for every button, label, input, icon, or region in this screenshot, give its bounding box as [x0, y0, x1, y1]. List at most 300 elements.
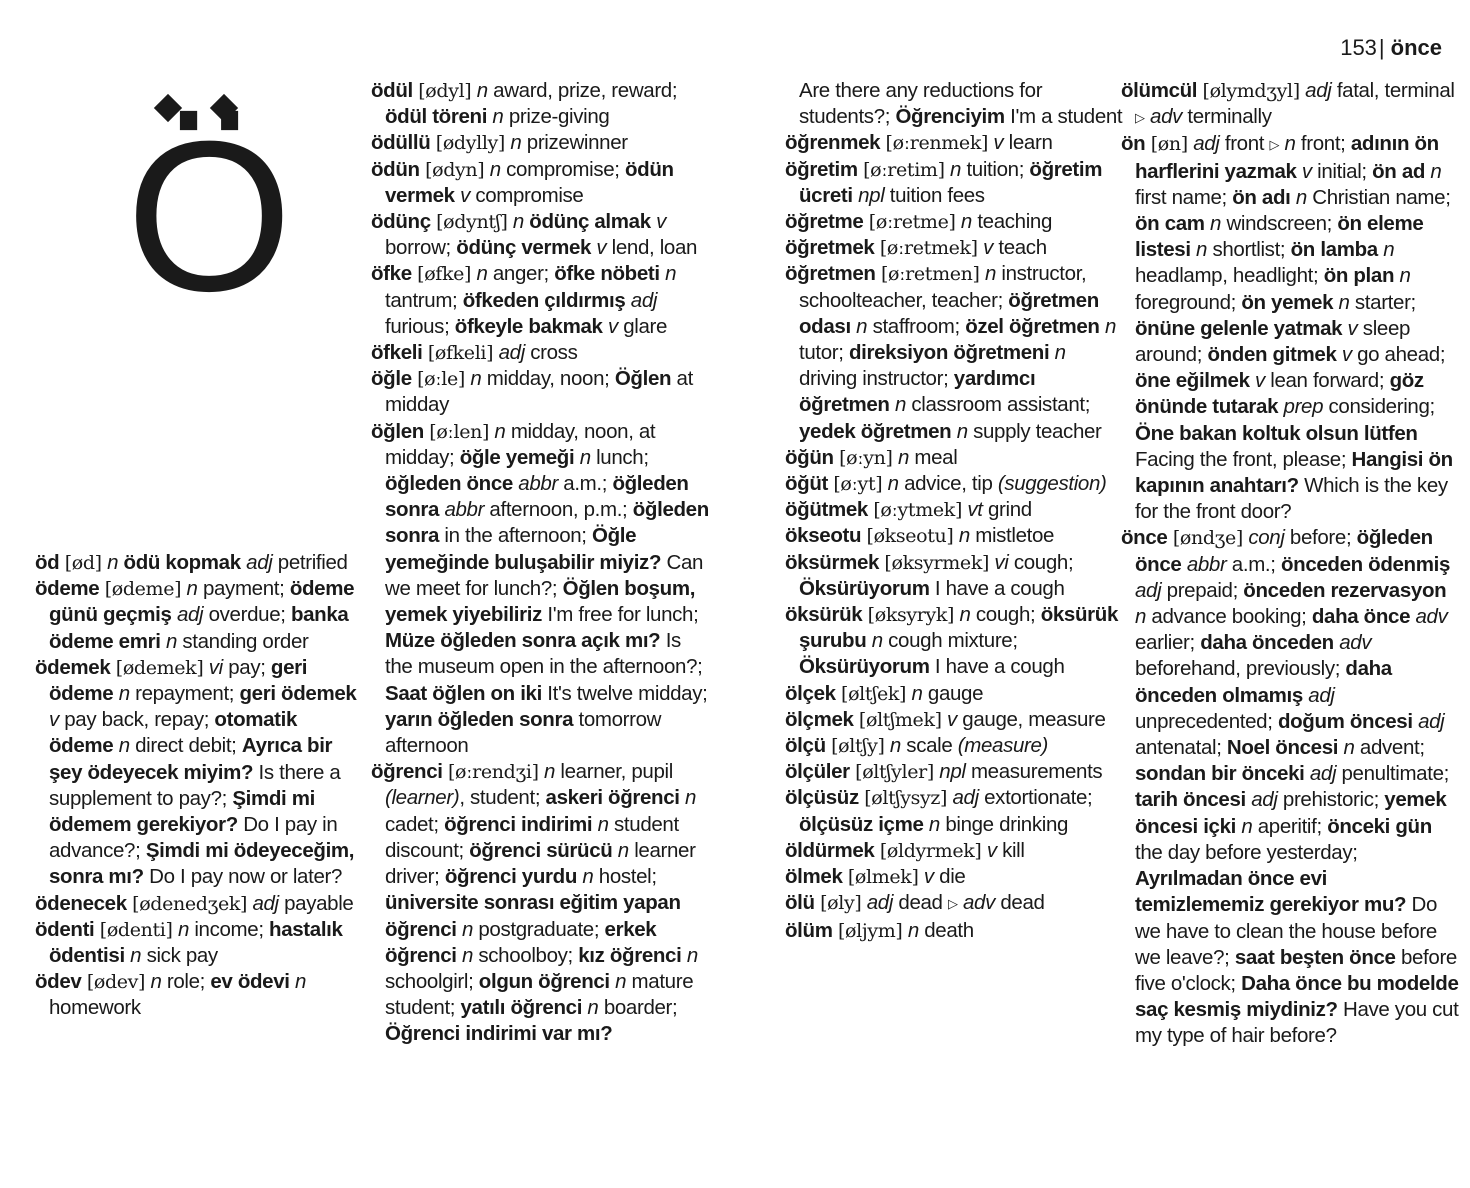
grammar-label: abbr: [444, 498, 485, 522]
pronunciation: [øltʃek]: [841, 682, 907, 705]
dictionary-entry: [785, 550, 1125, 602]
grammar-label: adj: [866, 891, 894, 915]
pronunciation: [øljym]: [837, 919, 903, 942]
grammar-label: n: [489, 157, 501, 181]
headword: öfke: [371, 262, 412, 286]
text: dead: [995, 891, 1045, 915]
dictionary-entry: [371, 759, 711, 1047]
dictionary-entry: [785, 681, 1125, 707]
grammar-label: adj: [952, 786, 979, 810]
grammar-label: (learner): [385, 786, 460, 810]
headword: öğretmek: [785, 236, 875, 260]
grammar-label: n: [494, 419, 506, 443]
headword: ödünç: [371, 210, 431, 234]
headword: ödemek: [35, 655, 111, 679]
headword: Öne bakan koltuk olsun lütfen: [1135, 421, 1418, 445]
headword: önüne gelenle yatmak: [1135, 316, 1343, 340]
headword: otomatik ödeme: [49, 708, 298, 758]
headword: öğün: [785, 445, 834, 469]
grammar-label: n: [894, 393, 907, 417]
text: grind: [982, 498, 1032, 522]
headword: öğle yemeği: [459, 445, 575, 469]
headword: ölçüler: [785, 760, 850, 784]
grammar-label: n: [476, 262, 488, 286]
text: boarder;: [598, 996, 678, 1020]
text: learner, pupil: [555, 760, 673, 784]
text: death: [918, 918, 974, 942]
headword: öfkeyle bakmak: [454, 314, 603, 338]
dictionary-entry: [35, 576, 360, 655]
text: earlier;: [1135, 631, 1201, 655]
text: Do I pay in advance?;: [49, 813, 338, 863]
text: schoolgirl;: [385, 969, 479, 993]
text: foreground;: [1135, 290, 1242, 314]
pronunciation: [øːle]: [417, 368, 465, 391]
headword: öfke nöbeti: [554, 262, 660, 286]
headword: ödün vermek: [385, 157, 674, 207]
text: midday, noon;: [481, 367, 615, 391]
pronunciation: [ødemek]: [115, 656, 204, 679]
pronunciation: [ødenedʒek]: [132, 892, 248, 915]
grammar-label: n: [492, 105, 504, 129]
text: supply teacher: [967, 419, 1102, 443]
grammar-label: n: [177, 917, 189, 941]
text: lend, loan: [606, 236, 698, 260]
headword: öksürmek: [785, 550, 880, 574]
text: prize-giving: [503, 105, 610, 129]
text: afternoon, p.m.;: [484, 498, 633, 522]
headword: öğrenci sürücü: [469, 838, 613, 862]
grammar-label: adv: [1339, 631, 1372, 655]
grammar-label: n: [686, 943, 698, 967]
headword: öksürük şurubu: [799, 603, 1119, 653]
headword: ön yemek: [1241, 290, 1334, 314]
grammar-label: n: [1383, 238, 1395, 262]
headword: Hangisi ön kapının anahtarı?: [1135, 447, 1453, 498]
pronunciation: [ødev]: [86, 971, 146, 994]
text: prepaid;: [1161, 578, 1244, 602]
text: antenatal;: [1135, 736, 1227, 760]
grammar-label: n: [897, 445, 910, 469]
headword: ödenti: [35, 917, 95, 941]
headword: ölçü: [785, 734, 826, 758]
text: pay;: [222, 655, 271, 679]
text: scale: [900, 734, 958, 758]
dictionary-entry: [785, 78, 1125, 130]
pronunciation: [øːrendʒi]: [447, 761, 539, 784]
headword: önceki gün: [1327, 814, 1432, 838]
dictionary-entry: [1121, 525, 1461, 1049]
headword: öldürmek: [785, 838, 875, 862]
headword: Şimdi mi ödemem gerekiyor?: [49, 786, 315, 837]
dictionary-entry: [785, 733, 1125, 759]
pronunciation: [ødyntʃ]: [436, 211, 508, 234]
grammar-label: n: [165, 629, 177, 653]
grammar-label: n: [186, 577, 198, 601]
text: shortlist;: [1207, 238, 1291, 262]
pronunciation: [øfke]: [417, 263, 472, 286]
headword: öğrenci indirimi: [444, 812, 593, 836]
dictionary-entry: [35, 917, 360, 969]
grammar-label: n: [579, 445, 591, 469]
grammar-label: adv: [1415, 605, 1448, 629]
grammar-label: adj: [1309, 762, 1337, 786]
headword: adının ön harflerini yazmak: [1135, 132, 1439, 183]
grammar-label: n: [476, 79, 488, 102]
headword: öğüt: [785, 472, 828, 496]
grammar-label: n: [871, 629, 883, 653]
dictionary-entry: [785, 890, 1125, 917]
dictionary-entry: [785, 471, 1125, 497]
grammar-label: n: [617, 838, 629, 862]
grammar-label: adj: [176, 603, 204, 627]
grammar-label: adj: [498, 341, 525, 365]
headword: yatılı öğrenci: [460, 996, 583, 1020]
headword: öğle: [371, 367, 412, 391]
pronunciation: [øːlen]: [429, 420, 490, 443]
headword: önce: [1121, 526, 1168, 550]
headword: öksürük: [785, 603, 863, 627]
text: headlamp, headlight;: [1135, 264, 1324, 288]
pronunciation: [ød]: [64, 552, 102, 574]
headword: ev ödevi: [210, 970, 290, 994]
headword: öğretmen: [785, 262, 876, 286]
pronunciation: [øːretmek]: [879, 237, 978, 260]
text: kill: [996, 838, 1025, 862]
headword: Öksürüyorum: [799, 655, 930, 679]
text: Are there any reductions for students?;: [799, 79, 1043, 129]
text: borrow;: [385, 236, 457, 260]
headword: yedek öğretmen: [799, 419, 952, 443]
grammar-label: n: [615, 969, 627, 993]
grammar-label: adj: [1135, 578, 1162, 602]
pronunciation: [ødyn]: [425, 158, 485, 181]
dictionary-entry: [785, 864, 1125, 890]
text: furious;: [385, 314, 455, 338]
text: learner driver;: [385, 838, 696, 889]
grammar-label: (suggestion): [997, 472, 1107, 496]
text: Can we meet for lunch?;: [385, 550, 704, 600]
dictionary-entry: [785, 157, 1125, 209]
grammar-label: adj: [1305, 79, 1332, 102]
headword: ön ad: [1372, 159, 1426, 183]
pronunciation: [ølymdʒyl]: [1202, 80, 1300, 102]
grammar-label: vi: [994, 550, 1009, 574]
headword: ölçüsüz içme: [799, 812, 924, 836]
text: beforehand, previously;: [1135, 657, 1346, 681]
headword: öğrenci yurdu: [444, 865, 577, 889]
pronunciation: [øltʃy]: [831, 735, 885, 758]
grammar-label: adv: [1150, 105, 1183, 129]
dictionary-entry: [785, 130, 1125, 156]
grammar-label: v: [596, 236, 607, 260]
grammar-label: n: [1210, 212, 1222, 236]
text: aperitif;: [1252, 814, 1328, 838]
headword: ölmek: [785, 865, 843, 889]
grammar-label: n: [911, 681, 923, 705]
headword: doğum öncesi: [1277, 709, 1413, 733]
grammar-label: abbr: [1186, 552, 1227, 576]
headword: Müze öğleden sonra açık mı?: [385, 629, 661, 653]
column-3: [785, 78, 1125, 944]
grammar-label: adj: [246, 551, 273, 574]
pronunciation: [øldyrmek]: [879, 839, 982, 862]
text: I have a cough: [929, 655, 1065, 679]
text: tuition fees: [884, 183, 985, 207]
headword: ödüllü: [371, 131, 431, 155]
text: glare: [617, 314, 668, 338]
dictionary-entry: [371, 78, 711, 130]
grammar-label: n: [1295, 185, 1307, 209]
grammar-label: n: [1399, 264, 1411, 288]
text: meal: [909, 445, 958, 469]
grammar-label: n: [597, 812, 609, 836]
page-number: 153: [1340, 35, 1377, 60]
headword: öğretmen odası: [799, 288, 1099, 338]
headword: ödünç vermek: [456, 236, 592, 260]
text: midday, noon, at midday;: [385, 419, 656, 469]
text: standing order: [177, 629, 309, 653]
headword: tarih öncesi: [1135, 788, 1246, 812]
grammar-label: n: [1196, 238, 1208, 262]
text: mistletoe: [969, 524, 1055, 548]
headword: öğrenmek: [785, 131, 881, 155]
grammar-label: n: [950, 157, 962, 181]
grammar-label: v: [49, 708, 59, 732]
text: , student;: [459, 786, 546, 810]
dictionary-entry: [371, 419, 711, 760]
headword: öğretim ücreti: [799, 157, 1103, 207]
text: penultimate;: [1336, 762, 1449, 786]
text: learn: [1003, 131, 1053, 155]
grammar-label: v: [923, 865, 934, 889]
text: teaching: [971, 210, 1053, 234]
headword: daha önce: [1311, 605, 1411, 629]
text: front: [1219, 132, 1270, 156]
dictionary-entry: [35, 891, 360, 917]
header-separator: |: [1378, 35, 1385, 60]
grammar-label: n: [510, 131, 522, 155]
grammar-label: vt: [967, 498, 983, 522]
pronunciation: [øːyt]: [833, 473, 883, 496]
text: income;: [189, 917, 270, 941]
dictionary-entry: [785, 759, 1125, 785]
dictionary-entry: [785, 523, 1125, 549]
grammar-label: (measure): [957, 734, 1049, 758]
guide-word: önce: [1390, 35, 1442, 60]
pronunciation: [øːrenmek]: [885, 132, 989, 155]
grammar-label: n: [1104, 314, 1117, 338]
text: cough mixture;: [882, 629, 1018, 653]
text: go ahead;: [1351, 343, 1446, 367]
text: prehistoric;: [1277, 788, 1385, 812]
grammar-label: adj: [1308, 683, 1335, 707]
text: starter;: [1349, 290, 1416, 314]
headword: geri ödeme: [49, 655, 308, 706]
grammar-label: vi: [208, 655, 223, 679]
headword: ön lamba: [1290, 238, 1378, 262]
grammar-label: v: [607, 314, 618, 338]
headword: ödün: [371, 157, 420, 181]
dictionary-entry: [785, 785, 1125, 837]
headword: Noel öncesi: [1226, 736, 1339, 760]
pronunciation: [øfkeli]: [427, 342, 494, 365]
grammar-label: v: [460, 183, 470, 207]
headword: direksiyon öğretmeni: [848, 341, 1050, 365]
pronunciation: [øːretmen]: [880, 263, 980, 286]
text: Which is the key for the front door?: [1135, 474, 1448, 524]
headword: öğleden önce: [1135, 526, 1433, 576]
headword: ödünç almak: [529, 210, 651, 234]
grammar-label: n: [1430, 159, 1442, 183]
column-2: [371, 78, 711, 1048]
text: at midday: [385, 367, 693, 417]
headword: hastalık ödentisi: [49, 917, 343, 968]
grammar-label: prep: [1283, 395, 1324, 419]
grammar-label: npl: [939, 760, 966, 784]
text: compromise;: [500, 157, 625, 181]
grammar-label: abbr: [518, 472, 558, 496]
dictionary-entry: [785, 918, 1125, 944]
text: lean forward;: [1264, 369, 1390, 393]
text: advice, tip: [898, 472, 998, 496]
text: Do I pay now or later?: [143, 865, 343, 889]
text: the day before yesterday;: [1135, 840, 1358, 864]
headword: Saat öğlen on iki: [385, 681, 542, 705]
grammar-label: n: [889, 734, 901, 758]
text: pay back, repay;: [58, 708, 215, 732]
dictionary-entry: [785, 261, 1125, 444]
dictionary-entry: [371, 340, 711, 366]
grammar-label: n: [1284, 132, 1296, 156]
pronunciation: [ølmek]: [847, 866, 919, 889]
headword: öğütmek: [785, 498, 868, 522]
grammar-label: conj: [1248, 526, 1285, 550]
headword: olgun öğrenci: [478, 969, 610, 993]
grammar-label: n: [958, 524, 970, 548]
text: before;: [1284, 526, 1357, 550]
dictionary-entry: [785, 235, 1125, 261]
pronunciation: [øksyryk]: [867, 604, 955, 627]
headword: öd: [35, 551, 60, 574]
text: payment;: [197, 577, 290, 601]
grammar-label: n: [1343, 736, 1355, 760]
text: direct debit;: [129, 734, 242, 758]
text: petrified: [272, 551, 348, 574]
pronunciation: [ødyl]: [418, 80, 472, 102]
headword: yarın öğleden sonra: [385, 707, 574, 731]
dictionary-entry: [371, 366, 711, 418]
headword: Ayrılmadan önce evi temizlememiz gerekiyor mu?: [1135, 867, 1407, 917]
arrow: ▷: [947, 896, 958, 912]
text: lunch;: [590, 445, 649, 469]
headword: geri ödemek: [239, 682, 357, 706]
text: advance booking;: [1146, 605, 1312, 629]
text: windscreen;: [1221, 212, 1338, 236]
text: I have a cough: [929, 576, 1065, 600]
text: fatal, terminal: [1331, 79, 1455, 102]
grammar-label: v: [1301, 159, 1312, 183]
headword: öğretme: [785, 210, 864, 234]
grammar-label: v: [993, 131, 1004, 155]
pronunciation: [øksyrmek]: [884, 551, 990, 574]
pronunciation: [øltʃysyz]: [864, 787, 948, 810]
headword: ölüm: [785, 918, 833, 942]
text: sick pay: [141, 944, 218, 968]
text: classroom assistant;: [906, 393, 1091, 417]
text: overdue;: [203, 603, 291, 627]
grammar-label: n: [150, 970, 162, 994]
text: before five o'clock;: [1135, 945, 1457, 995]
text: considering;: [1323, 395, 1435, 419]
grammar-label: n: [1054, 341, 1066, 365]
headword: öğleden sonra: [385, 472, 689, 522]
text: I'm free for lunch;: [542, 603, 699, 627]
dictionary-entry: [1121, 131, 1461, 525]
pronunciation: [øltʃyler]: [855, 761, 934, 784]
pronunciation: [øn]: [1150, 133, 1188, 156]
headword: öfkeden çıldırmış: [462, 288, 626, 312]
pronunciation: [ødenti]: [99, 918, 173, 941]
grammar-label: n: [130, 944, 142, 968]
grammar-label: n: [1338, 290, 1350, 314]
headword: Öksürüyorum: [799, 576, 930, 600]
text: terminally: [1182, 105, 1272, 129]
text: front;: [1295, 132, 1351, 156]
headword: ökseotu: [785, 524, 862, 548]
grammar-label: n: [928, 812, 940, 836]
text: Do we have to clean the house before we leave?;: [1135, 893, 1438, 969]
text: student discount;: [385, 812, 679, 862]
dictionary-entry: [35, 550, 360, 576]
text: schoolboy;: [473, 943, 579, 967]
grammar-label: adj: [1251, 788, 1278, 812]
grammar-label: n: [856, 314, 868, 338]
grammar-label: n: [1241, 814, 1253, 838]
text: cross: [524, 341, 578, 365]
headword: ödeme günü geçmiş: [49, 577, 355, 627]
text: postgraduate;: [473, 917, 605, 941]
headword: Öğrenciyim: [895, 105, 1005, 129]
text: It's twelve midday;: [541, 681, 708, 705]
grammar-label: n: [887, 472, 899, 496]
text: instructor, schoolteacher, teacher;: [799, 262, 1087, 312]
grammar-label: adj: [1418, 709, 1445, 733]
grammar-label: n: [107, 551, 119, 574]
headword: ölümcül: [1121, 79, 1198, 102]
text: a.m.;: [557, 472, 613, 496]
pronunciation: [øːytmek]: [873, 499, 963, 522]
pronunciation: [øly]: [820, 892, 862, 915]
text: driving instructor;: [799, 367, 954, 391]
text: initial;: [1311, 159, 1373, 183]
pronunciation: [øltʃmek]: [858, 708, 942, 731]
dictionary-entry: [785, 209, 1125, 235]
text: mature student;: [385, 969, 694, 1020]
grammar-label: n: [582, 865, 594, 889]
text: tantrum;: [385, 288, 463, 312]
headword: ödenecek: [35, 891, 127, 915]
pronunciation: [ødylly]: [435, 132, 505, 155]
dictionary-entry: [371, 209, 711, 261]
headword: ölü: [785, 891, 815, 915]
headword: Ayrıca bir şey ödeyecek miyim?: [49, 734, 333, 784]
headword: ödev: [35, 970, 82, 994]
text: anger;: [487, 262, 555, 286]
text: first name;: [1135, 185, 1233, 209]
text: gauge: [922, 681, 984, 705]
grammar-label: v: [1347, 316, 1358, 340]
